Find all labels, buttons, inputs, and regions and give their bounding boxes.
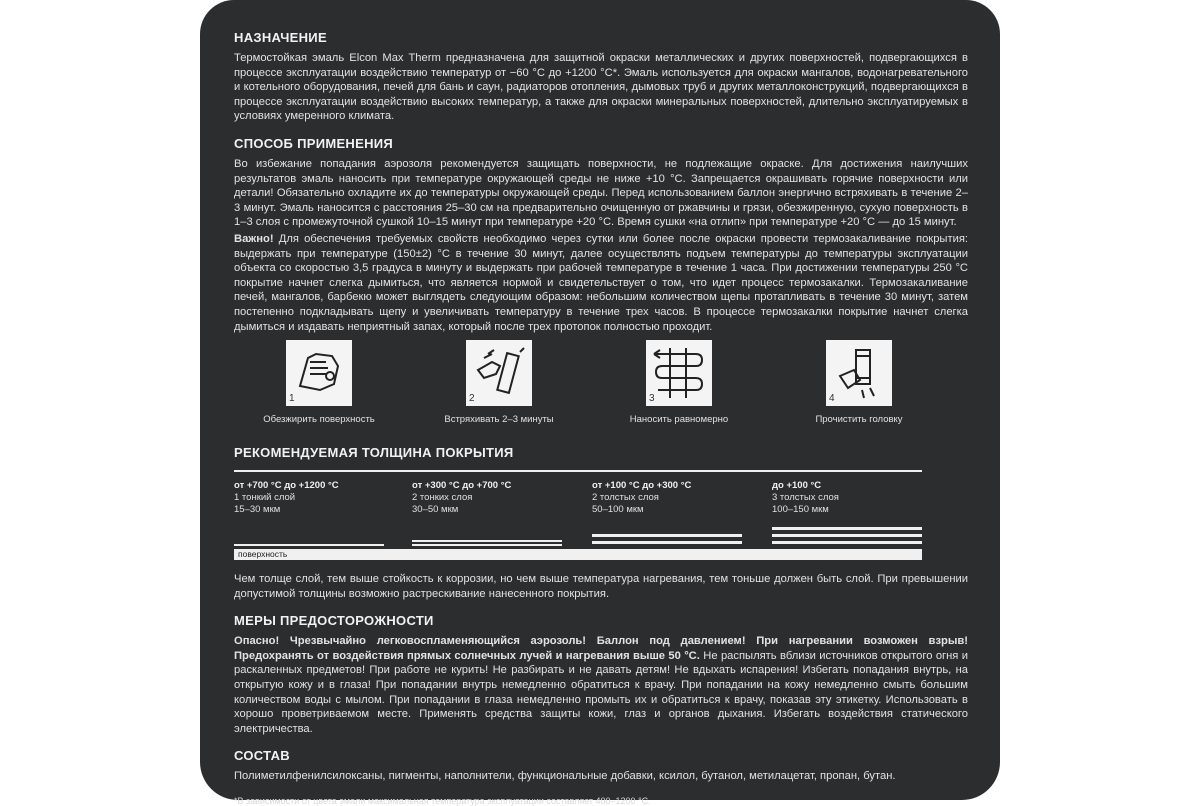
purpose-text: Термостойкая эмаль Elcon Max Therm предназначена для защитной окраски металлических и других поверхностей, подвергающихся в процессе эксплуатации воздействию температур от −60 °С до +1200 °С*. Эмаль используется для окраски мангалов, водонагревательного и котельного оборудования, печей для бань и саун, радиаторов отопления, дымовых труб и других металлоконструкций, подвергающихся в процессе эксплуатации воздействию высоких температур, а также для окраски минеральных поверхностей, длительно эксплуатируемых в условиях умеренного климата. (234, 52, 968, 123)
thickness-col-1-layers: 1 тонкий слой (234, 492, 296, 504)
coat-2-layer-1 (412, 540, 562, 542)
step-2-number: 2 (469, 393, 475, 405)
coat-4-layer-3 (772, 541, 922, 544)
coat-3-layer-2 (592, 541, 742, 544)
step-2 (414, 340, 584, 425)
step-3-number: 3 (649, 393, 655, 405)
precautions-title: МЕРЫ ПРЕДОСТОРОЖНОСТИ (234, 613, 434, 629)
step-1-number: 1 (289, 393, 295, 405)
coat-2-layer-2 (412, 544, 562, 546)
thickness-section (234, 445, 968, 601)
thickness-col-3-microns: 50–100 мкм (592, 504, 644, 516)
important-label: Важно! (234, 232, 274, 245)
thickness-col-3-temp: от +100 °С до +300 °С (592, 480, 692, 492)
thickness-col-1-temp: от +700 °С до +1200 °С (234, 480, 339, 492)
important-text: Для обеспечения требуемых свойств необходимо через сутки или более после окраски провести термозакаливание покрытия: выдержать при температуре (150±2) °С в течение 30 минут, далее осуществлять подъем температуры до температуры эксплуатации объекта со скоростью 3,5 градуса в минуту и выдержать при рабочей температуре в течение 1 часа. При достижении температуры 250 °С покрытие начнет слегка дымиться, что является нормой и свидетельствует о том, что идет процесс термозакалки. Термозакаливание печей, мангалов, барбекю может выглядеть следующим образом: небольшим количеством щепы протапливать в течение 30 минут, затем постепенно подкладывать щепу и увеличивать температуру в течение трех часов. В процессе термозакалки покрытие начнет слегка дымиться и издавать неприятный запах, который после трех протопок полностью проходит. (234, 232, 968, 333)
thickness-col-1-microns: 15–30 мкм (234, 504, 281, 516)
precautions-section (234, 613, 968, 736)
step-1-caption: Обезжирить поверхность (263, 414, 375, 426)
application-text: Во избежание попадания аэрозоля рекомендуется защищать поверхности, не подлежащие окраске. Для достижения наилучших результатов эмаль наносить при температуре окружающей среды не ниже +10 °С. Запрещается окрашивать горячие поверхности или детали! Обязательно охладите их до температуры окружающей среды. Перед использованием баллон энергично встряхивать в течение 2–3 минут. Эмаль наносится с расстояния 25–30 см на предварительно очищенную от ржавчины и грязи, обезжиренную, сухую поверхность в 1–3 слоя с промежуточной сушкой 10–15 минут при температуре +20 °С. Время сушки «на отлип» при температуре +20 °С — до 15 минут. (234, 157, 968, 229)
application-section (234, 136, 968, 334)
product-label (200, 0, 1000, 806)
thickness-col-4-microns: 100–150 мкм (772, 504, 829, 516)
thickness-title: РЕКОМЕНДУЕМАЯ ТОЛЩИНА ПОКРЫТИЯ (234, 445, 514, 461)
step-4-number: 4 (829, 393, 835, 405)
surface-label: поверхность (238, 549, 288, 560)
step-3-caption: Наносить равномерно (629, 414, 729, 426)
thickness-col-3-layers: 2 толстых слоя (592, 492, 659, 504)
thickness-col-2-layers: 2 тонких слоя (412, 492, 473, 504)
thickness-note: Чем толще слой, тем выше стойкость к коррозии, но чем выше температура нагревания, тем тоньше должен быть слой. При превышении допустимой толщины возможно растрескивание нанесенного покрытия. (234, 573, 968, 600)
thickness-col-2-temp: от +300 °С до +700 °С (412, 480, 512, 492)
spray-pattern-icon (646, 340, 712, 406)
purpose-title: НАЗНАЧЕНИЕ (234, 30, 327, 45)
thickness-col-4-layers: 3 толстых слоя (772, 492, 839, 504)
precautions-paragraph (234, 634, 968, 736)
precautions-bold: Опасно! Чрезвычайно легковоспламеняющийся аэрозоль! Баллон под давлением! При нагревании возможен взрыв! Предохранять от воздействия прямых солнечных лучей и нагревания выше 50 °С. (234, 635, 968, 662)
important-paragraph (234, 232, 968, 334)
composition-section (234, 748, 968, 784)
application-title: СПОСОБ ПРИМЕНЕНИЯ (234, 135, 394, 151)
purpose-section (234, 30, 968, 124)
coat-3-layer-1 (592, 534, 742, 537)
application-steps (234, 340, 968, 435)
shake-can-icon (466, 340, 532, 406)
thickness-col-2-microns: 30–50 мкм (412, 504, 459, 516)
thickness-col-1 (234, 480, 384, 516)
thickness-diagram (234, 466, 968, 562)
coat-1-layer-1 (234, 544, 384, 546)
step-4 (774, 340, 944, 425)
thickness-col-4 (772, 480, 922, 516)
surface-bar (234, 549, 922, 560)
coat-4-layer-1 (772, 527, 922, 530)
composition-title: СОСТАВ (234, 748, 290, 764)
thickness-col-3 (592, 480, 742, 516)
step-2-caption: Встряхивать 2–3 минуты (444, 414, 554, 426)
degrease-icon (286, 340, 352, 406)
top-rule (234, 470, 922, 472)
step-1 (234, 340, 404, 425)
coat-4-layer-2 (772, 534, 922, 537)
composition-text: Полиметилфенилсилоксаны, пигменты, наполнители, функциональные добавки, ксилол, бутанол, метилацетат, пропан, бутан. (234, 770, 896, 783)
step-4-caption: Прочистить головку (815, 414, 903, 426)
footnote: *В зависимости от цвета эмали максимальная температура эксплуатации составляет 400–1200 °С. (234, 796, 651, 806)
precautions-text: Не распылять вблизи источников открытого огня и раскаленных предметов! При работе не курить! Не разбирать и не давать детям! Не вдыхать испарения! Избегать попадания внутрь, на открытую кожу и в глаза! При попадании внутрь немедленно обратиться к врачу. При попадании на кожу немедленно смыть большим количеством воды с мылом. При попадании в глаза немедленно промыть их и обратиться к врачу, показав эту этикетку. Использовать в хорошо проветриваемом месте. Применять средства защиты кожи, глаз и органов дыхания. Избегать воздействия статического электричества. (234, 649, 968, 735)
clean-nozzle-icon (826, 340, 892, 406)
step-3 (594, 340, 764, 425)
thickness-col-2 (412, 480, 562, 516)
thickness-col-4-temp: до +100 °С (772, 480, 822, 492)
